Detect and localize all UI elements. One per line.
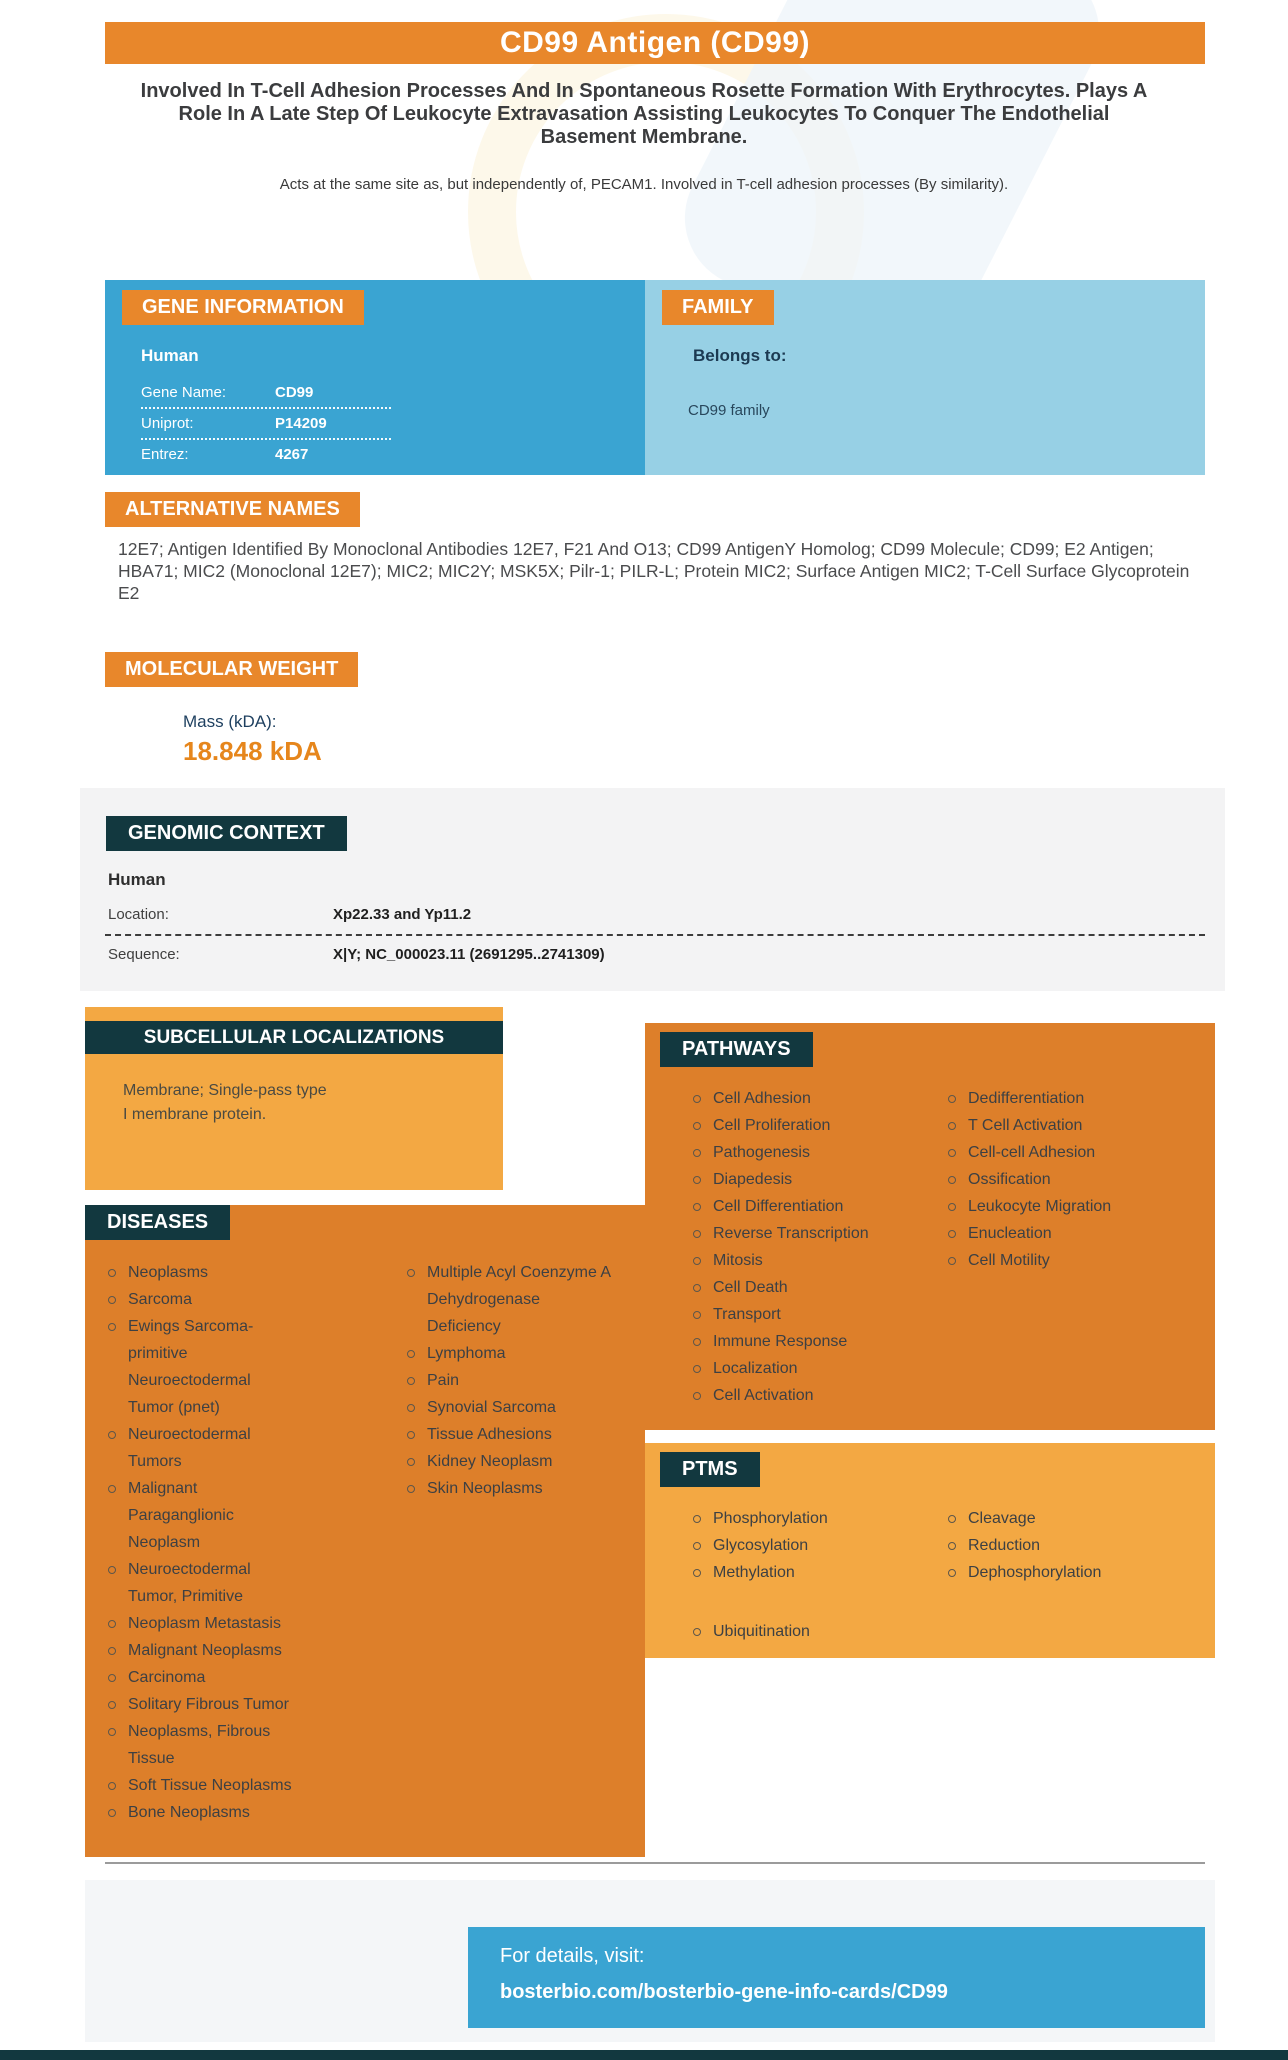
diseases-list-col2 bbox=[399, 1259, 611, 1502]
alternative-names-heading: ALTERNATIVE NAMES bbox=[105, 492, 360, 527]
gene-species-label: Human bbox=[141, 346, 199, 365]
list-item: Ewings Sarcoma-primitive Neuroectodermal Tumor (pnet) bbox=[100, 1313, 293, 1421]
list-item: Dedifferentiation bbox=[940, 1085, 1190, 1112]
list-item: Ubiquitination bbox=[685, 1618, 930, 1645]
gene-name-value: CD99 bbox=[275, 384, 314, 401]
list-item: Cell Activation bbox=[685, 1382, 930, 1409]
list-item: Cell Motility bbox=[940, 1247, 1190, 1274]
gene-information-box bbox=[105, 280, 645, 475]
list-item: Leukocyte Migration bbox=[940, 1193, 1190, 1220]
footer-link-box bbox=[468, 1927, 1205, 2028]
ptms-list-col2 bbox=[940, 1505, 1200, 1586]
diseases-list-col1 bbox=[100, 1259, 293, 1826]
ptms-list-col1-extra bbox=[685, 1618, 930, 1645]
diseases-heading: DISEASES bbox=[85, 1205, 230, 1240]
gene-row-uniprot bbox=[141, 409, 391, 440]
list-item: Bone Neoplasms bbox=[100, 1799, 293, 1826]
list-item: Enucleation bbox=[940, 1220, 1190, 1247]
genomic-species-label: Human bbox=[108, 870, 166, 889]
alternative-names-text: 12E7; Antigen Identified By Monoclonal Antibodies 12E7, F21 And O13; CD99 AntigenY Homolog; CD99 Molecule; CD99; E2 Antigen; HBA71; MIC2 (Monoclonal 12E7); MIC2; MIC2Y; MSK5X; Pilr-1; PILR-L; Protein MIC2; Surface Antigen MIC2; T-Cell Surface Glycoprotein E2 bbox=[118, 539, 1190, 603]
subcellular-localizations-box bbox=[85, 1007, 503, 1190]
footer-divider bbox=[105, 1862, 1205, 1864]
list-item: Carcinoma bbox=[100, 1664, 293, 1691]
list-item: Tissue Adhesions bbox=[399, 1421, 611, 1448]
gene-row-name bbox=[141, 378, 391, 409]
list-item: Neoplasms, Fibrous Tissue bbox=[100, 1718, 293, 1772]
list-item: Soft Tissue Neoplasms bbox=[100, 1772, 293, 1799]
list-item: Pathogenesis bbox=[685, 1139, 930, 1166]
genomic-row-location bbox=[108, 906, 1198, 923]
pathways-list-col2 bbox=[940, 1085, 1190, 1274]
list-item: Solitary Fibrous Tumor bbox=[100, 1691, 293, 1718]
molecular-weight-heading: MOLECULAR WEIGHT bbox=[105, 652, 358, 687]
page-title: CD99 Antigen (CD99) bbox=[499, 26, 811, 59]
gene-information-heading: GENE INFORMATION bbox=[122, 290, 364, 325]
footer-intro-text: For details, visit: bbox=[500, 1945, 645, 1967]
list-item: Dephosphorylation bbox=[940, 1559, 1200, 1586]
footer-url-link[interactable]: bosterbio.com/bosterbio-gene-info-cards/CD99 bbox=[500, 1981, 948, 2003]
genomic-context-heading: GENOMIC CONTEXT bbox=[106, 816, 347, 851]
sequence-label: Sequence: bbox=[108, 946, 180, 963]
pathways-box bbox=[645, 1023, 1215, 1430]
note-text: Acts at the same site as, but independently of, PECAM1. Involved in T-cell adhesion processes (By similarity). bbox=[279, 176, 1009, 193]
subtitle-text: Involved In T-Cell Adhesion Processes And In Spontaneous Rosette Formation With Erythrocytes. Plays A Role In A Late Step Of Leukocyte Extravasation Assisting Leukocytes To Conquer The Endothelial Basement Membrane. bbox=[140, 80, 1148, 148]
location-value: Xp22.33 and Yp11.2 bbox=[333, 906, 472, 923]
list-item: Phosphorylation bbox=[685, 1505, 930, 1532]
list-item: Skin Neoplasms bbox=[399, 1475, 611, 1502]
list-item: T Cell Activation bbox=[940, 1112, 1190, 1139]
gene-name-label: Gene Name: bbox=[141, 384, 227, 401]
entrez-label: Entrez: bbox=[141, 446, 189, 463]
list-item: Cell Proliferation bbox=[685, 1112, 930, 1139]
list-item: Cell Adhesion bbox=[685, 1085, 930, 1112]
list-item: Diapedesis bbox=[685, 1166, 930, 1193]
sequence-value: X|Y; NC_000023.11 (2691295..2741309) bbox=[333, 946, 605, 963]
family-box bbox=[645, 280, 1205, 475]
family-heading: FAMILY bbox=[662, 290, 774, 325]
list-item: Cell-cell Adhesion bbox=[940, 1139, 1190, 1166]
title-bar bbox=[105, 22, 1205, 64]
list-item: Transport bbox=[685, 1301, 930, 1328]
list-item: Neoplasm Metastasis bbox=[100, 1610, 293, 1637]
list-item: Kidney Neoplasm bbox=[399, 1448, 611, 1475]
genomic-context-box bbox=[80, 788, 1225, 991]
list-item: Cell Death bbox=[685, 1274, 930, 1301]
list-item: Immune Response bbox=[685, 1328, 930, 1355]
mass-label: Mass (kDA): bbox=[183, 712, 277, 731]
list-item: Neuroectodermal Tumors bbox=[100, 1421, 293, 1475]
uniprot-label: Uniprot: bbox=[141, 415, 194, 432]
gene-rows bbox=[141, 378, 391, 469]
list-item: Cell Differentiation bbox=[685, 1193, 930, 1220]
list-item: Multiple Acyl Coenzyme A Dehydrogenase Deficiency bbox=[399, 1259, 611, 1340]
bottom-accent-bar bbox=[0, 2050, 1288, 2060]
family-value: CD99 family bbox=[688, 402, 770, 419]
belongs-to-label: Belongs to: bbox=[693, 346, 787, 365]
list-item: Localization bbox=[685, 1355, 930, 1382]
list-item: Sarcoma bbox=[100, 1286, 293, 1313]
list-item: Neoplasms bbox=[100, 1259, 293, 1286]
list-item: Glycosylation bbox=[685, 1532, 930, 1559]
pathways-heading: PATHWAYS bbox=[660, 1032, 813, 1067]
list-item: Mitosis bbox=[685, 1247, 930, 1274]
pathways-list-col1 bbox=[685, 1085, 930, 1409]
ptms-list-col1 bbox=[685, 1505, 930, 1586]
ptms-box bbox=[645, 1443, 1215, 1658]
gene-row-entrez bbox=[141, 440, 391, 469]
list-item: Reverse Transcription bbox=[685, 1220, 930, 1247]
list-item: Malignant Neoplasms bbox=[100, 1637, 293, 1664]
list-item: Ossification bbox=[940, 1166, 1190, 1193]
list-item: Cleavage bbox=[940, 1505, 1200, 1532]
location-label: Location: bbox=[108, 906, 169, 923]
list-item: Pain bbox=[399, 1367, 611, 1394]
footer-panel bbox=[85, 1880, 1215, 2042]
entrez-value: 4267 bbox=[275, 446, 309, 463]
ptms-heading: PTMS bbox=[660, 1452, 760, 1487]
list-item: Reduction bbox=[940, 1532, 1200, 1559]
diseases-box bbox=[85, 1205, 645, 1857]
subcellular-localizations-text: Membrane; Single-pass type I membrane protein. bbox=[123, 1082, 327, 1123]
uniprot-value: P14209 bbox=[275, 415, 327, 432]
list-item: Lymphoma bbox=[399, 1340, 611, 1367]
list-item: Malignant Paraganglionic Neoplasm bbox=[100, 1475, 293, 1556]
genomic-row-sequence bbox=[108, 946, 1198, 963]
mass-value: 18.848 kDA bbox=[183, 736, 322, 766]
dashed-divider bbox=[105, 934, 1205, 936]
list-item: Neuroectodermal Tumor, Primitive bbox=[100, 1556, 293, 1610]
list-item: Methylation bbox=[685, 1559, 930, 1586]
list-item: Synovial Sarcoma bbox=[399, 1394, 611, 1421]
subcellular-localizations-heading: SUBCELLULAR LOCALIZATIONS bbox=[85, 1021, 503, 1054]
